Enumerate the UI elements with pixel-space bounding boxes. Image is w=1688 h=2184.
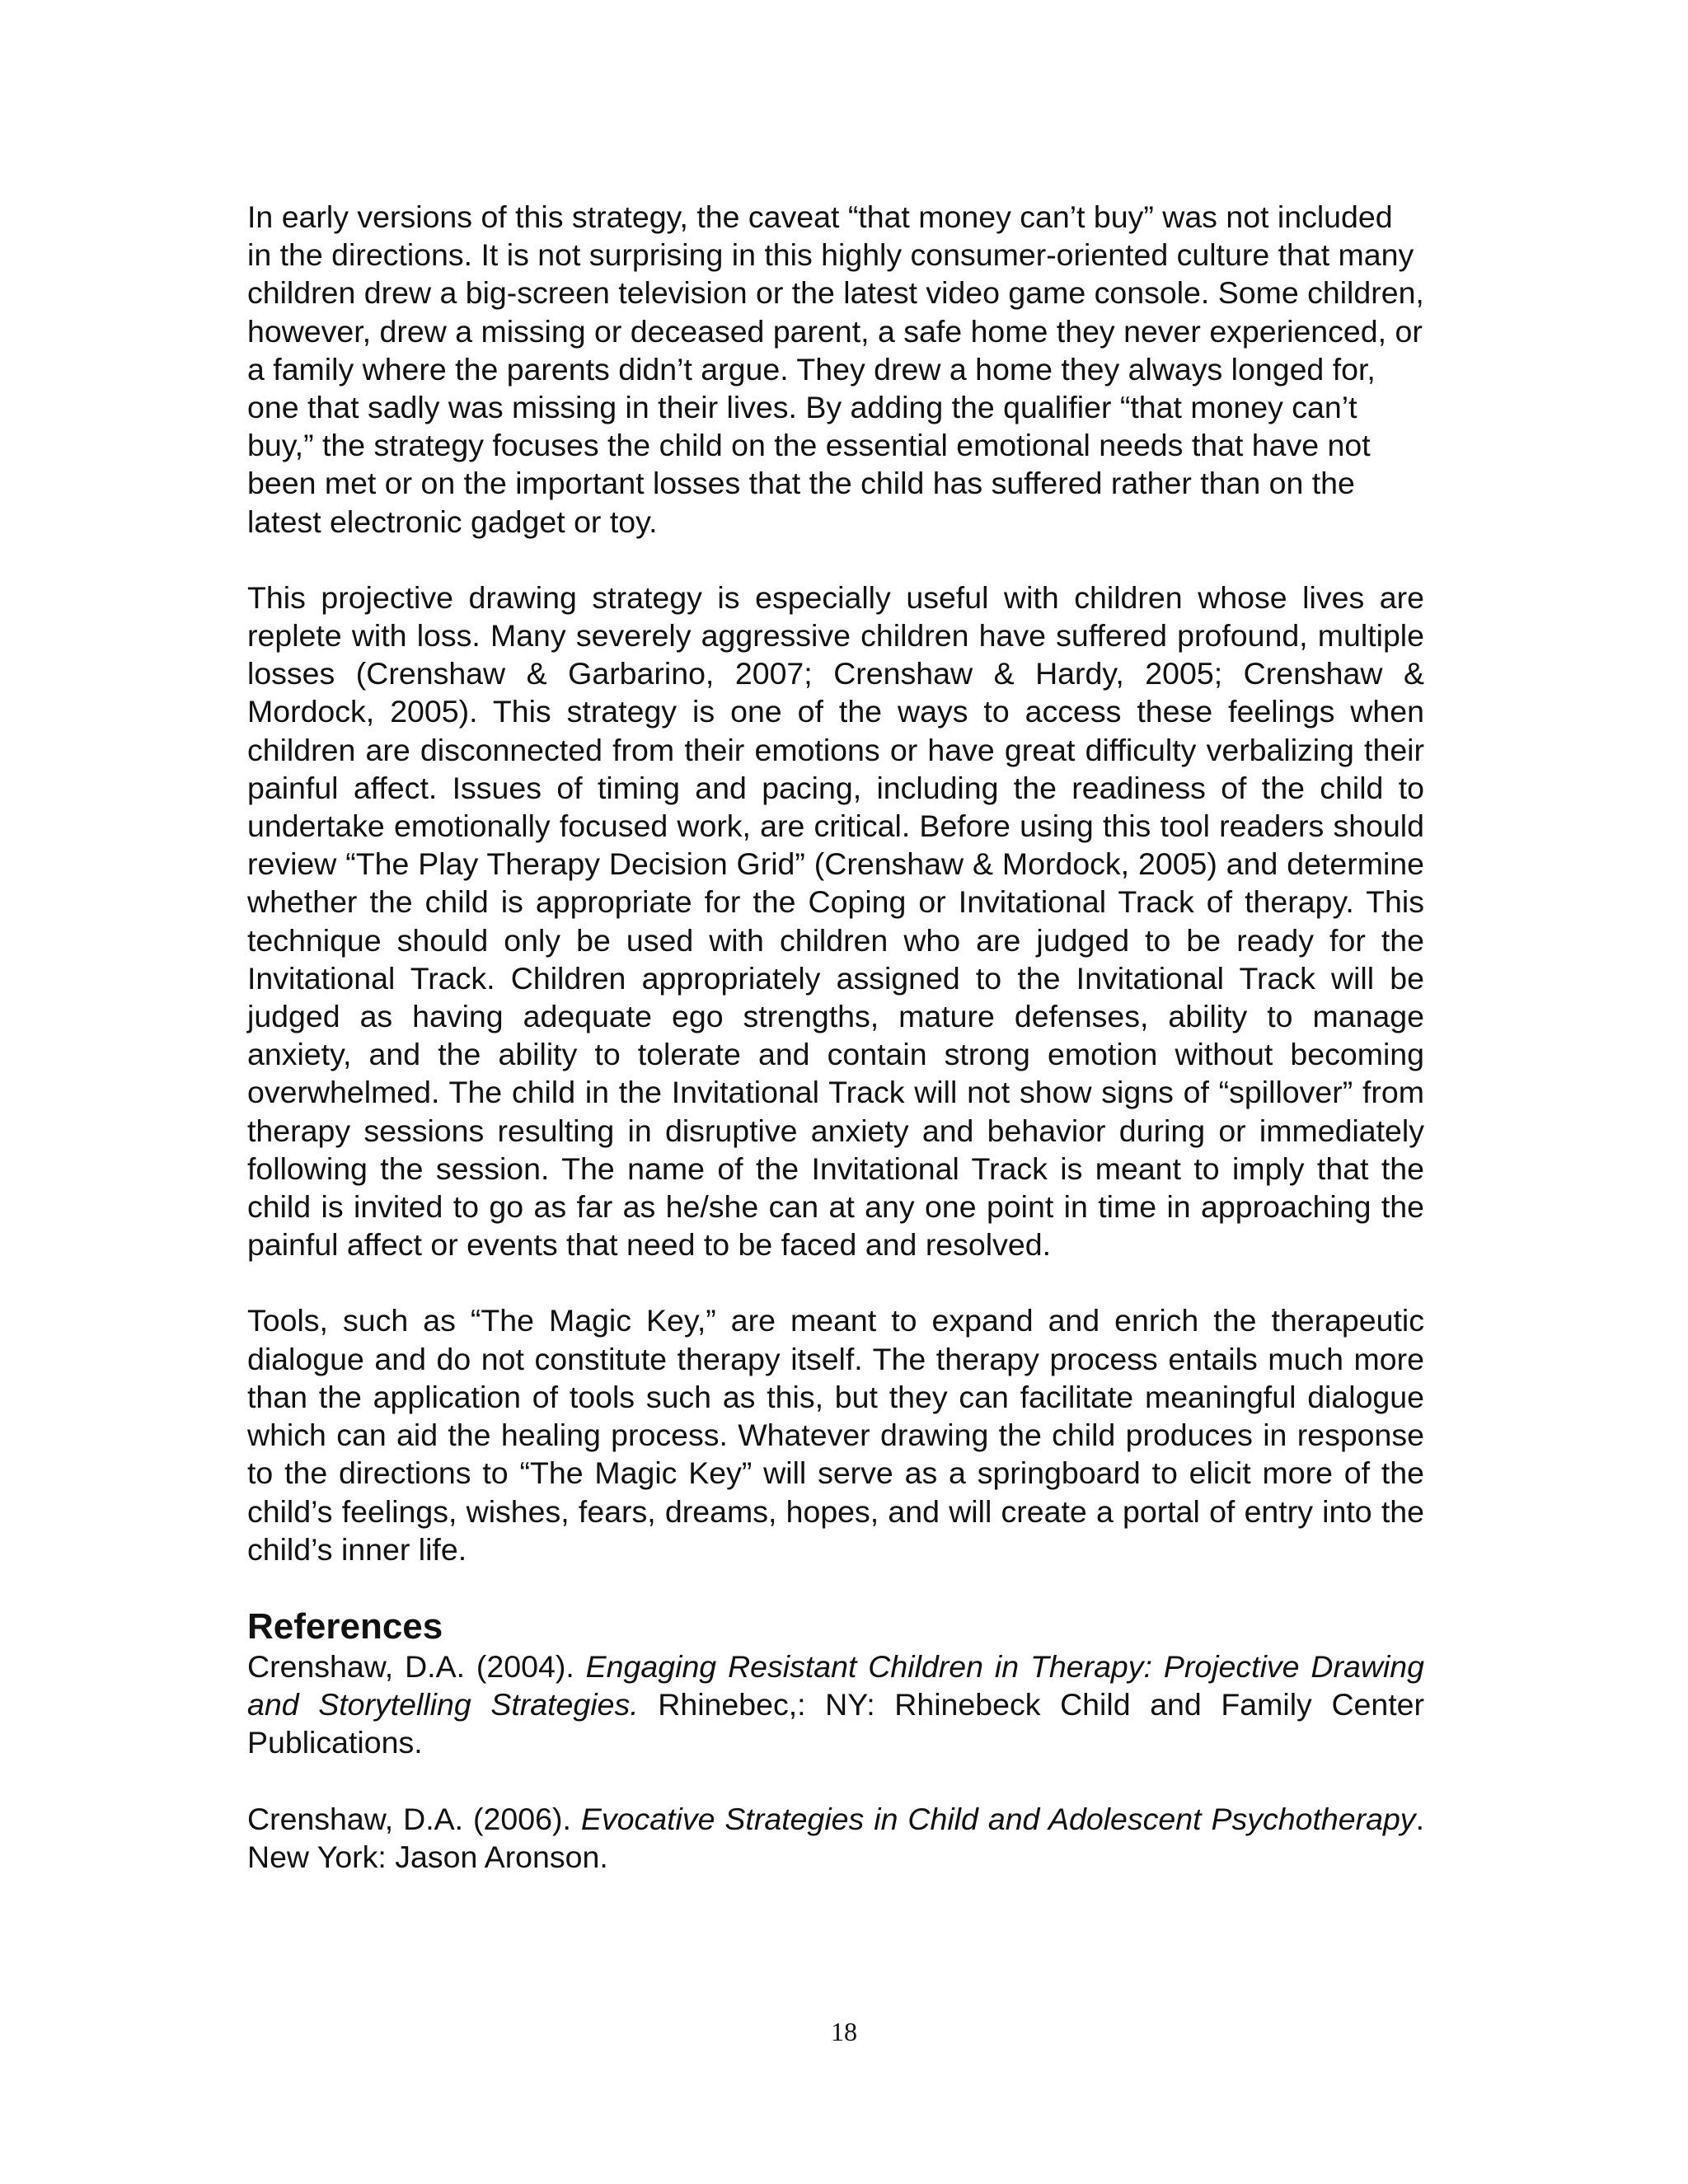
page-content bbox=[247, 198, 1424, 1914]
reference-publisher: . New York: Jason Aronson. bbox=[247, 1801, 1424, 1874]
reference-item bbox=[247, 1647, 1424, 1762]
references-heading: References bbox=[247, 1605, 443, 1647]
paragraph-caveat: In early versions of this strategy, the caveat “that money can’t buy” was not included in the directions. It is not surprising in this highly consumer-oriented culture that many children drew a big-screen television or the latest video game console. Some children, however, drew a missing or deceased parent, a safe home they never experienced, or a family where the parents didn’t argue. They drew a home they always longed for, one that sadly was missing in their lives. By adding the qualifier “that money can’t buy,” the strategy focuses the child on the essential emotional needs that have not been met or on the important losses that the child has suffered rather than on the latest electronic gadget or toy. bbox=[247, 199, 1424, 539]
reference-publisher: Rhinebec,: NY: Rhinebeck Child and Family Center Publications. bbox=[247, 1687, 1425, 1760]
reference-title: Evocative Strategies in Child and Adolescent Psychotherapy bbox=[580, 1801, 1416, 1836]
page-number: 18 bbox=[831, 2017, 857, 2046]
reference-title: Engaging Resistant Children in Therapy: Projective Drawing and Storytelling Strategies. bbox=[247, 1648, 1424, 1722]
reference-item bbox=[247, 1800, 1424, 1876]
reference-author-year: Crenshaw, D.A. (2004). bbox=[247, 1648, 586, 1684]
reference-author-year: Crenshaw, D.A. (2006). bbox=[247, 1801, 581, 1836]
paragraph-loss: This projective drawing strategy is especially useful with children whose lives are replete with loss. Many severely aggressive children have suffered profound, multiple losses (Crenshaw & Garbarino, 2007; Crenshaw & Hardy, 2005; Crenshaw & Mordock, 2005). This strategy is one of the ways to access these feelings when children are disconnected from their emotions or have great difficulty verbalizing their painful affect. Issues of timing and pacing, including the readiness of the child to undertake emotionally focused work, are critical. Before using this tool readers should review “The Play Therapy Decision Grid” (Crenshaw & Mordock, 2005) and determine whether the child is appropriate for the Coping or Invitational Track of therapy. This technique should only be used with children who are judged to be ready for the Invitational Track. Children appropriately assigned to the Invitational Track will be judged as having adequate ego strengths, mature defenses, ability to manage anxiety, and the ability to tolerate and contain strong emotion without becoming overwhelmed. The child in the Invitational Track will not show signs of “spillover” from therapy sessions resulting in disruptive anxiety and behavior during or immediately following the session. The name of the Invitational Track is meant to imply that the child is invited to go as far as he/she can at any one point in time in approaching the painful affect or events that need to be faced and resolved. bbox=[247, 579, 1424, 1263]
paragraph-tools: Tools, such as “The Magic Key,” are meant to expand and enrich the therapeutic dialogue and do not constitute therapy itself. The therapy process entails much more than the application of tools such as this, but they can facilitate meaningful dialogue which can aid the healing process. Whatever drawing the child produces in response to the directions to “The Magic Key” will serve as a springboard to elicit more of the child’s feelings, wishes, fears, dreams, hopes, and will create a portal of entry into the child’s inner life. bbox=[247, 1303, 1424, 1567]
